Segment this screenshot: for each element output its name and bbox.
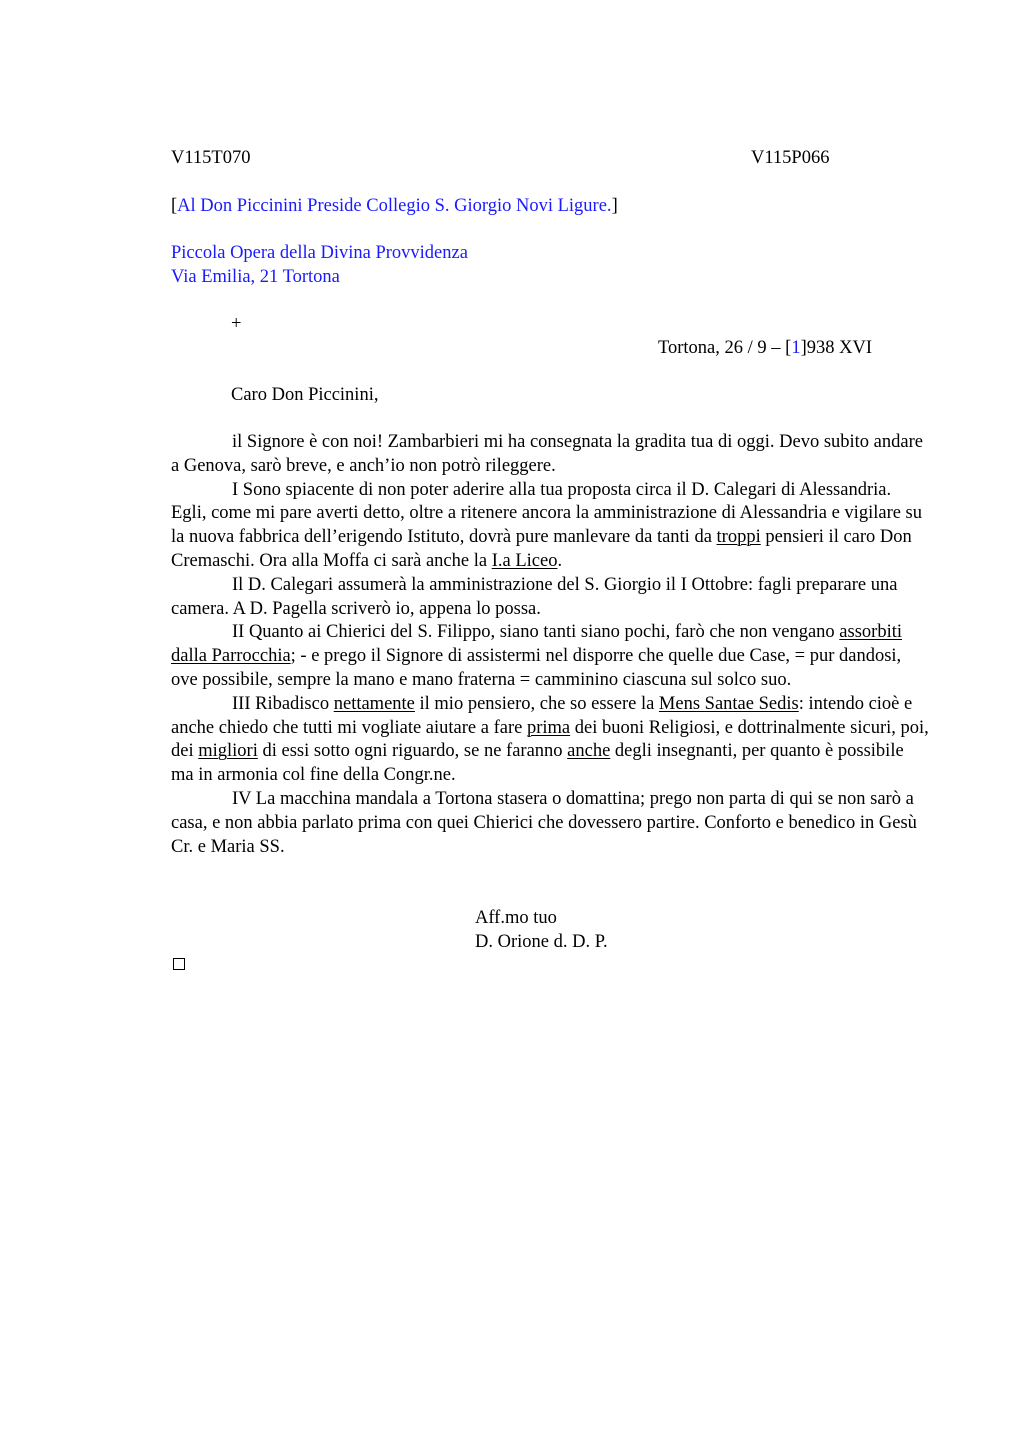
left-reference-code: V115T070 bbox=[171, 148, 251, 168]
closing-line-1: Aff.mo tuo bbox=[475, 908, 557, 928]
letter-date bbox=[658, 336, 872, 360]
letter-body bbox=[171, 431, 929, 859]
date-suffix: ]938 XVI bbox=[800, 338, 872, 358]
addressee-open-bracket: [ bbox=[171, 196, 178, 216]
p4-text-a: II Quanto ai Chierici del S. Filippo, siano tanti siano pochi, farò che non vengano bbox=[232, 622, 840, 643]
addressee-text: Al Don Piccinini Preside Collegio S. Giorgio Novi Ligure. bbox=[177, 196, 612, 216]
date-prefix: Tortona, 26 / 9 – [ bbox=[658, 338, 792, 358]
addressee-close-bracket: ] bbox=[611, 196, 618, 216]
p2-text-c: . bbox=[557, 550, 563, 571]
body-paragraph-1: il Signore è con noi! Zambarbieri mi ha consegnata la gradita tua di oggi. Devo subito andare a Genova, sarò breve, e anch’io non potrò rileggere. bbox=[171, 432, 923, 476]
right-reference-code: V115P066 bbox=[751, 148, 830, 168]
end-of-document-square-icon bbox=[173, 958, 185, 970]
body-paragraph-4 bbox=[171, 621, 929, 692]
body-paragraph-6: IV La macchina mandala a Tortona stasera o domattina; prego non parta di qui se non sarò a casa, e non abbia parlato prima con quei Chierici che dovessero partire. Conforto e benedico in Gesù Cr. e Maria SS. bbox=[171, 788, 917, 857]
p2-underlined-troppi: troppi bbox=[716, 527, 761, 548]
cross-symbol: + bbox=[231, 314, 242, 334]
p5-text-f: degli insegnanti, per quanto è possibile ma in armonia col fine della Congr.ne. bbox=[171, 741, 904, 786]
p5-text-d: dei buoni Religiosi, e dottrinalmente sicuri, poi, dei bbox=[171, 717, 929, 762]
body-paragraph-2 bbox=[171, 479, 929, 574]
p4-text-b: ; - e prego il Signore di assistermi nel disporre che quelle due Case, = pur dandosi, ove possibile, sempre la mano e mano fraterna = camminino ciascuna sul solco suo. bbox=[171, 646, 902, 690]
addressee-note bbox=[171, 194, 618, 218]
p2-text-b: pensieri il caro Don Cremaschi. Ora alla Moffa ci sarà anche la bbox=[171, 527, 912, 571]
p5-text-e: di essi sotto ogni riguardo, se ne faranno bbox=[257, 741, 568, 762]
p2-underlined-liceo: I.a Liceo bbox=[491, 550, 558, 571]
closing-line-2: D. Orione d. D. P. bbox=[475, 932, 608, 952]
letterhead-line-1: Piccola Opera della Divina Provvidenza bbox=[171, 243, 468, 263]
p5-text-b: il mio pensiero, che so essere la bbox=[414, 693, 659, 714]
p5-text-c: : intendo cioè e anche chiedo che tutti mi vogliate aiutare a fare bbox=[171, 693, 913, 738]
date-inserted-digit: 1 bbox=[791, 338, 801, 358]
p5-underlined-migliori: migliori bbox=[198, 741, 258, 762]
body-paragraph-3: Il D. Calegari assumerà la amministrazione del S. Giorgio il I Ottobre: fagli preparare una camera. A D. Pagella scriverò io, appena lo possa. bbox=[171, 574, 898, 619]
closing-signature bbox=[475, 906, 608, 954]
letterhead-line-2: Via Emilia, 21 Tortona bbox=[171, 267, 340, 287]
p2-text-a: I Sono spiacente di non poter aderire alla tua proposta circa il D. Calegari di Alessandria. Egli, come mi pare averti detto, oltre a ritenere ancora la amministrazione di Alessandria e vigilare su la nuova fabbrica dell’erigendo Istituto, dovrà pure manlevare da tanti da bbox=[171, 479, 923, 548]
body-paragraph-5 bbox=[171, 693, 929, 788]
p4-underlined-parrocchia: assorbiti dalla Parrocchia bbox=[171, 622, 902, 667]
p5-underlined-mens: Mens Santae Sedis bbox=[658, 693, 799, 714]
p5-underlined-anche: anche bbox=[567, 741, 611, 762]
p5-text-a: III Ribadisco bbox=[232, 693, 334, 714]
salutation: Caro Don Piccinini, bbox=[231, 385, 379, 405]
p5-underlined-prima: prima bbox=[526, 717, 571, 738]
p5-underlined-nettamente: nettamente bbox=[333, 693, 415, 714]
